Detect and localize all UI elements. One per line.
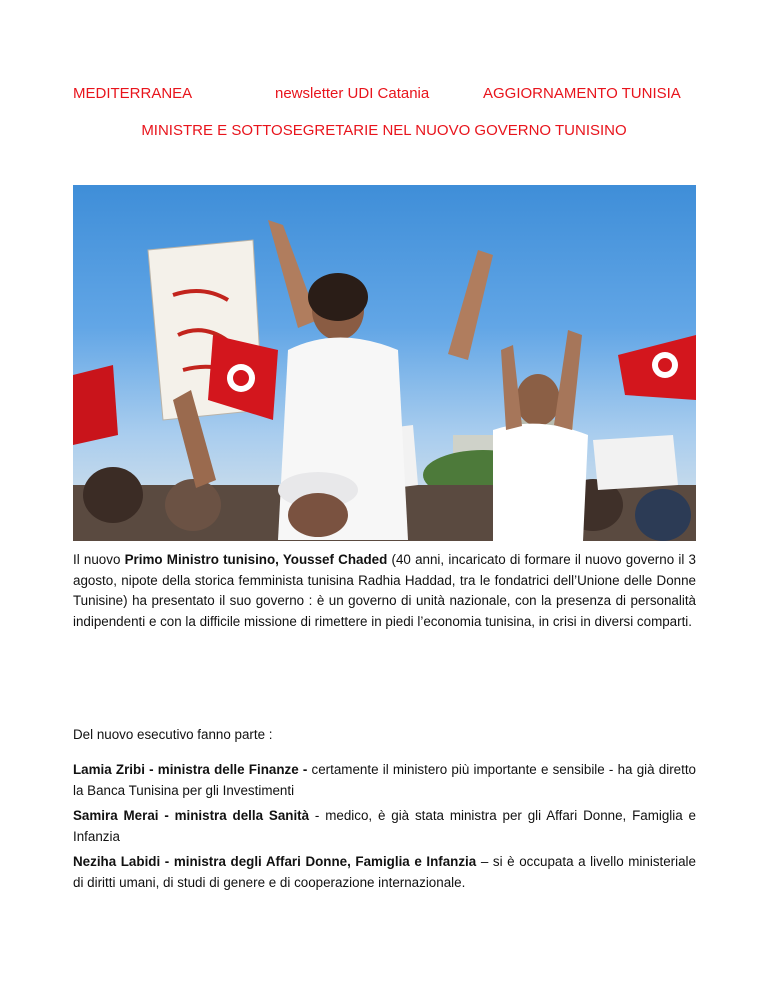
intro-paragraph: [73, 550, 696, 632]
minister-description: – si è occupata a livello ministeriale di diritti umani, di studi di genere e di cooperazione internazionale.: [73, 854, 696, 890]
newsletter-section: AGGIORNAMENTO TUNISIA: [483, 85, 681, 102]
newsletter-name: MEDITERRANEA: [73, 85, 193, 102]
minister-name-role: Samira Merai - ministra della Sanità: [73, 808, 310, 823]
protest-photo-illustration: [73, 185, 696, 541]
newsletter-source: newsletter UDI Catania: [275, 85, 430, 102]
lead-paragraph: Del nuovo esecutivo fanno parte :: [73, 727, 273, 742]
minister-description: - medico, è già stata ministra per gli Affari Donne, Famiglia e Infanzia: [73, 808, 696, 844]
prime-minister-name: Primo Ministro tunisino, Youssef Chaded: [124, 552, 388, 567]
protest-photo: [73, 185, 696, 541]
minister-entry: [73, 760, 696, 801]
intro-pre: Il nuovo: [73, 552, 125, 567]
minister-entry: [73, 806, 696, 847]
minister-entry: [73, 852, 696, 893]
page-title: MINISTRE E SOTTOSEGRETARIE NEL NUOVO GOVERNO TUNISINO: [141, 122, 627, 139]
minister-name-role: Neziha Labidi - ministra degli Affari Donne, Famiglia e Infanzia: [73, 854, 477, 869]
minister-description: certamente il ministero più importante e sensibile - ha già diretto la Banca Tunisina per gli Investimenti: [73, 762, 696, 798]
intro-post: (40 anni, incaricato di formare il nuovo governo il 3 agosto, nipote della storica femminista tunisina Radhia Haddad, tra le fondatrici dell’Unione delle Donne Tunisine) ha presentato il suo governo : è un governo di unità nazionale, con la presenza di personalità indipendenti e con la difficile missione di rimettere in piedi l’economia tunisina, in crisi in diversi comparti.: [73, 552, 696, 629]
minister-name-role: Lamia Zribi - ministra delle Finanze -: [73, 762, 308, 777]
